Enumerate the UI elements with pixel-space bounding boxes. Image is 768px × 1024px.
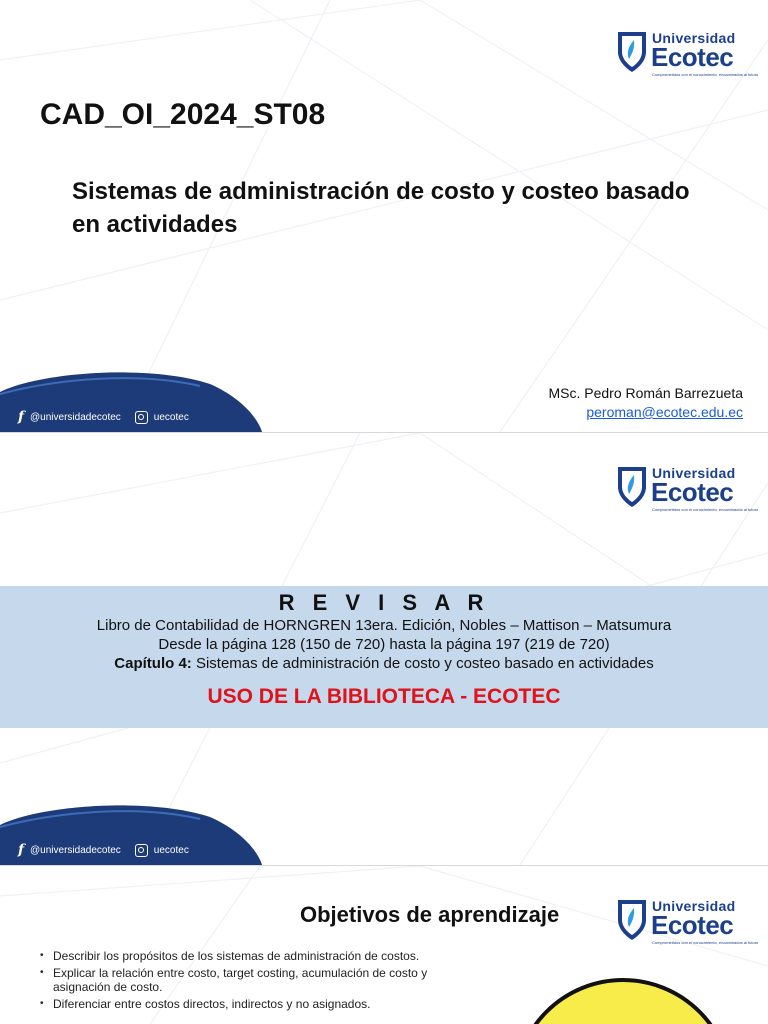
logo-brand-text: Ecotec bbox=[651, 42, 734, 72]
chapter-line bbox=[0, 654, 768, 673]
ecotec-shield-icon bbox=[615, 463, 649, 509]
instagram-icon[interactable] bbox=[135, 844, 148, 857]
objectives-list bbox=[38, 949, 458, 1014]
review-box bbox=[0, 586, 768, 728]
logo-university-text: Universidad bbox=[652, 898, 736, 914]
facebook-handle[interactable]: @universidadecotec bbox=[30, 411, 121, 423]
review-slide bbox=[0, 433, 768, 865]
logo-university-text: Universidad bbox=[652, 30, 736, 46]
author-email-link[interactable]: peroman@ecotec.edu.ec bbox=[586, 404, 743, 420]
review-heading: R E V I S A R bbox=[278, 590, 490, 615]
logo-tagline: Comprometidos con el conocimiento, encaminados al futuro bbox=[652, 940, 759, 945]
logo-tagline: Comprometidos con el conocimiento, encaminados al futuro bbox=[652, 507, 759, 512]
chapter-text: Sistemas de administración de costo y costeo basado en actividades bbox=[191, 655, 654, 672]
instagram-handle[interactable]: uecotec bbox=[153, 411, 189, 423]
title-slide bbox=[0, 0, 768, 432]
objective-item: • Explicar la relación entre costo, target costing, acumulación de costo y asignación de costo. bbox=[38, 966, 458, 994]
instagram-icon[interactable] bbox=[135, 411, 148, 424]
logo-tagline: Comprometidos con el conocimiento, encaminados al futuro bbox=[652, 72, 759, 77]
social-links bbox=[18, 409, 189, 425]
logo-brand-text: Ecotec bbox=[651, 477, 734, 507]
book-reference: Libro de Contabilidad de HORNGREN 13era. Edición, Nobles – Mattison – Matsumura bbox=[96, 617, 672, 634]
instagram-handle[interactable]: uecotec bbox=[153, 844, 189, 856]
objectives-title: Objetivos de aprendizaje bbox=[300, 902, 560, 927]
document-code: CAD_OI_2024_ST08 bbox=[40, 98, 326, 131]
author-name: MSc. Pedro Román Barrezueta bbox=[548, 385, 743, 401]
ecotec-shield-icon bbox=[615, 896, 649, 942]
facebook-icon[interactable]: f bbox=[18, 842, 25, 858]
smiley-illustration bbox=[513, 978, 733, 1024]
slide-title: Sistemas de administración de costo y costeo basado en actividades bbox=[72, 178, 690, 238]
objective-item: • Diferenciar entre costos directos, indirectos y no asignados. bbox=[38, 997, 458, 1011]
library-notice: USO DE LA BIBLIOTECA - ECOTEC bbox=[207, 685, 561, 708]
page-range: Desde la página 128 (150 de 720) hasta la página 197 (219 de 720) bbox=[158, 636, 610, 653]
social-links bbox=[18, 842, 189, 858]
logo-university-text: Universidad bbox=[652, 465, 736, 481]
ecotec-logo bbox=[615, 28, 759, 84]
facebook-icon[interactable]: f bbox=[18, 409, 25, 425]
ecotec-logo bbox=[615, 463, 759, 519]
ecotec-logo bbox=[615, 896, 759, 952]
chapter-label: Capítulo 4: bbox=[114, 655, 192, 672]
facebook-handle[interactable]: @universidadecotec bbox=[30, 844, 121, 856]
objectives-slide bbox=[0, 866, 768, 1024]
ecotec-shield-icon bbox=[615, 28, 649, 74]
logo-brand-text: Ecotec bbox=[651, 910, 734, 940]
objective-item: • Describir los propósitos de los sistemas de administración de costos. bbox=[38, 949, 458, 963]
